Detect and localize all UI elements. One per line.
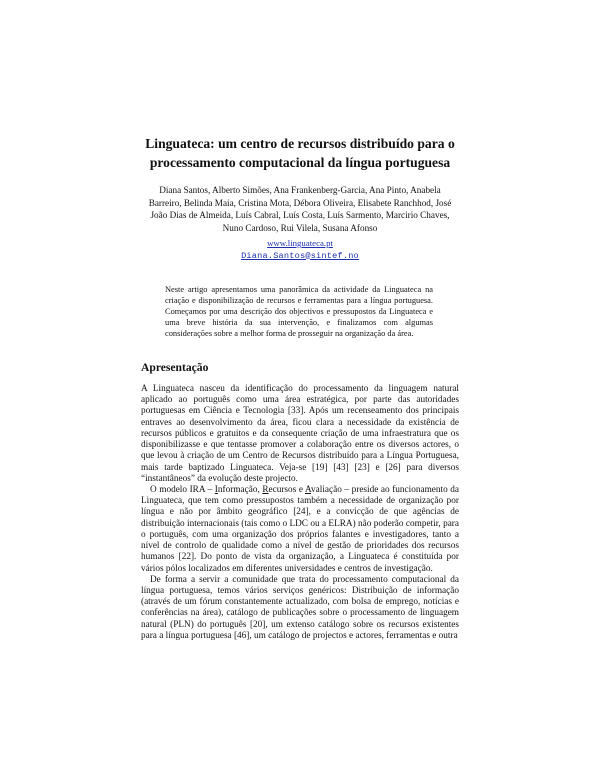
paragraph-3: De forma a servir a comunidade que trata do processamento computacional da língua portuguesa, temos vários serviços genéricos: Distribuição de informação (através de um fórum constantemente actualizado, com bolsa de emprego, notícias e conferências na área), catálogo de publicações sobre o processamento de linguagem natural (PLN) do português [20], um extenso catálogo sobre os recursos existentes para a língua portuguesa [46], um catálogo de projectos e actores, ferramentas e outra: [141, 574, 459, 641]
contact-links: [150, 238, 450, 262]
authors-line-2: Barreiro, Belinda Maia, Cristina Mota, Débora Oliveira, Elisabete Ranchhod, José: [148, 197, 452, 208]
body-text: [141, 384, 459, 642]
abstract: Neste artigo apresentamos uma panorâmica da actividade da Linguateca na criação e disponibilização de recursos e ferramentas para a língua portuguesa. Começamos por uma descrição dos objectivos e pressupostos da Linguateca e uma breve história da sua intervenção, e finalizamos com algumas considerações sobre a melhor forma de prosseguir na organização da área.: [165, 285, 433, 339]
paragraph-2: [141, 485, 459, 575]
paragraph-1: A Linguateca nasceu da identificação do processamento da linguagem natural aplicado ao português como uma área estratégica, por parte das autoridades portuguesas em Ciência e Tecnologia [33]. Após um recenseamento dos principais entraves ao desenvolvimento da área, ficou clara a necessidade da existência de recursos públicos e gratuitos e da consequente criação de uma infraestratura que os disponibilizasse e que tentasse promover a colaboração entre os diversos actores, o que levou à criação de um Centro de Recursos distribuído para a Língua Portuguesa, mais tarde baptizado Linguateca. Veja-se [19] [43] [23] e [26] para diversos “instantâneos” da evolução deste projecto.: [141, 384, 459, 484]
ira-i-letter: I: [214, 484, 218, 495]
title-line-1: Linguateca: um centro de recursos distribuído para o: [145, 136, 455, 151]
authors-line-4: Nuno Cardoso, Rui Vilela, Susana Afonso: [222, 222, 378, 233]
email-link[interactable]: Diana.Santos@sintef.no: [241, 250, 359, 261]
paragraph-2-rest: – preside ao funcionamento da Linguateca, que tem como pressupostos também a necessidade de organização por língua e não por âmbito geográfico [24], e a convicção de que agências de distribuição internacionais (tais como o LDC ou a ELRA) não poderão competir, para o português, com uma organização dos próprios falantes e investigadores, tanto a nível de controlo de qualidade como a nível de gestão de prioridades dos recursos humanos [22]. Do ponto de vista da organização, a Linguateca é constituída por vários pólos localizados em diferentes universidades e centros de investigação.: [141, 484, 459, 574]
section-heading: Apresentação: [141, 361, 209, 374]
ira-a-rest: valiação: [311, 484, 342, 495]
paper-title: [130, 134, 470, 172]
title-line-2: processamento computacional da língua portuguesa: [149, 155, 451, 170]
ira-a-letter: A: [305, 484, 312, 495]
author-list: [145, 184, 455, 234]
ira-r-rest: ecursos e: [268, 484, 306, 495]
paragraph-2-lead: O modelo IRA –: [150, 484, 215, 495]
authors-line-1: Diana Santos, Alberto Simões, Ana Frankenberg-Garcia, Ana Pinto, Anabela: [159, 185, 441, 195]
ira-r-letter: R: [262, 484, 269, 495]
website-link[interactable]: www.linguateca.pt: [267, 238, 333, 248]
ira-i-rest: nformação,: [217, 484, 263, 495]
authors-line-3: João Dias de Almeida, Luís Cabral, Luís Costa, Luís Sarmento, Marcirio Chaves,: [150, 210, 450, 220]
